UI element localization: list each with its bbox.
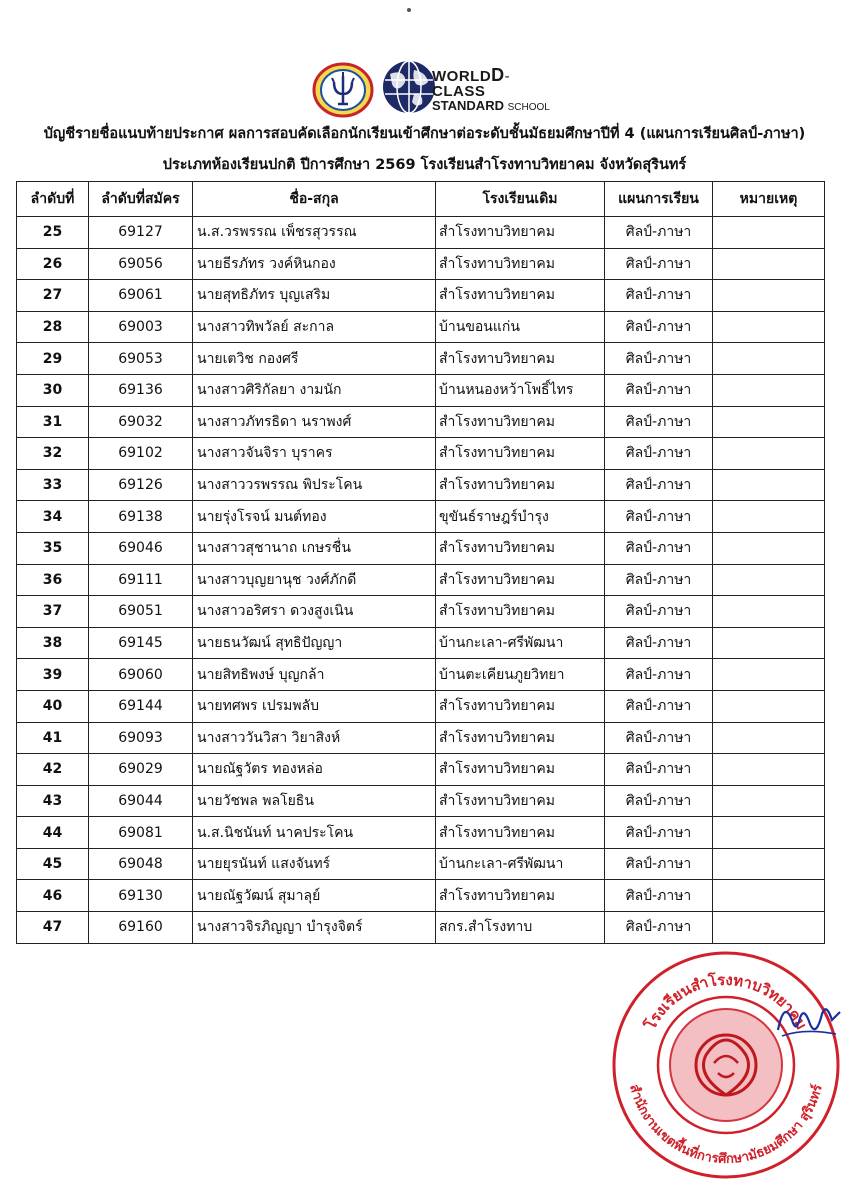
- study-plan-cell: ศิลป์-ภาษา: [605, 880, 713, 912]
- study-plan-cell: ศิลป์-ภาษา: [605, 217, 713, 249]
- order-cell: 30: [17, 374, 89, 406]
- order-cell: 43: [17, 785, 89, 817]
- previous-school-cell: สำโรงทาบวิทยาคม: [436, 217, 605, 249]
- order-cell: 44: [17, 817, 89, 849]
- application-no-cell: 69003: [89, 311, 193, 343]
- study-plan-cell: ศิลป์-ภาษา: [605, 596, 713, 628]
- full-name-cell: นางสาววรพรรณ พิประโคน: [193, 469, 436, 501]
- full-name-cell: นายวัชพล พลโยธิน: [193, 785, 436, 817]
- wordmark-world: WORLD: [432, 68, 492, 85]
- stamp-top-text: โรงเรียนสำโรงทาบวิทยาคม: [641, 970, 811, 1033]
- table-row: [17, 817, 825, 849]
- previous-school-cell: สำโรงทาบวิทยาคม: [436, 817, 605, 849]
- table-row: [17, 501, 825, 533]
- application-no-cell: 69160: [89, 912, 193, 944]
- remarks-cell: [713, 817, 825, 849]
- application-no-cell: 69102: [89, 438, 193, 470]
- order-cell: 34: [17, 501, 89, 533]
- wordmark-standard: STANDARD: [432, 98, 504, 113]
- application-no-cell: 69056: [89, 248, 193, 280]
- order-cell: 46: [17, 880, 89, 912]
- study-plan-cell: ศิลป์-ภาษา: [605, 280, 713, 312]
- school-seal-icon: [312, 62, 374, 118]
- application-no-cell: 69138: [89, 501, 193, 533]
- previous-school-cell: สำโรงทาบวิทยาคม: [436, 754, 605, 786]
- remarks-cell: [713, 912, 825, 944]
- header-previous-school: โรงเรียนเดิม: [436, 182, 605, 217]
- table-row: [17, 564, 825, 596]
- study-plan-cell: ศิลป์-ภาษา: [605, 627, 713, 659]
- full-name-cell: นายเตวิช กองศรี: [193, 343, 436, 375]
- remarks-cell: [713, 690, 825, 722]
- previous-school-cell: สำโรงทาบวิทยาคม: [436, 785, 605, 817]
- remarks-cell: [713, 722, 825, 754]
- study-plan-cell: ศิลป์-ภาษา: [605, 722, 713, 754]
- study-plan-cell: ศิลป์-ภาษา: [605, 659, 713, 691]
- order-cell: 25: [17, 217, 89, 249]
- order-cell: 42: [17, 754, 89, 786]
- table-row: [17, 374, 825, 406]
- header-study-plan: แผนการเรียน: [605, 182, 713, 217]
- previous-school-cell: สำโรงทาบวิทยาคม: [436, 248, 605, 280]
- application-no-cell: 69048: [89, 848, 193, 880]
- remarks-cell: [713, 406, 825, 438]
- remarks-cell: [713, 848, 825, 880]
- table-row: [17, 596, 825, 628]
- remarks-cell: [713, 532, 825, 564]
- application-no-cell: 69093: [89, 722, 193, 754]
- application-no-cell: 69111: [89, 564, 193, 596]
- previous-school-cell: ขุขันธ์ราษฎร์บำรุง: [436, 501, 605, 533]
- application-no-cell: 69061: [89, 280, 193, 312]
- application-no-cell: 69144: [89, 690, 193, 722]
- study-plan-cell: ศิลป์-ภาษา: [605, 564, 713, 596]
- study-plan-cell: ศิลป์-ภาษา: [605, 406, 713, 438]
- full-name-cell: นางสาวทิพวัลย์ สะกาล: [193, 311, 436, 343]
- remarks-cell: [713, 248, 825, 280]
- table-row: [17, 532, 825, 564]
- scan-speck: [407, 8, 411, 12]
- order-cell: 39: [17, 659, 89, 691]
- stamp-bottom-text: สำนักงานเขตพื้นที่การศึกษามัธยมศึกษา สุรินทร์: [626, 1082, 826, 1168]
- previous-school-cell: สำโรงทาบวิทยาคม: [436, 564, 605, 596]
- header-logos: [300, 58, 560, 122]
- order-cell: 27: [17, 280, 89, 312]
- full-name-cell: นางสาววันวิสา วิยาสิงห์: [193, 722, 436, 754]
- previous-school-cell: บ้านหนองหว้าโพธิ์ไทร: [436, 374, 605, 406]
- application-no-cell: 69029: [89, 754, 193, 786]
- remarks-cell: [713, 627, 825, 659]
- study-plan-cell: ศิลป์-ภาษา: [605, 532, 713, 564]
- remarks-cell: [713, 564, 825, 596]
- table-row: [17, 659, 825, 691]
- remarks-cell: [713, 217, 825, 249]
- remarks-cell: [713, 785, 825, 817]
- application-no-cell: 69051: [89, 596, 193, 628]
- order-cell: 47: [17, 912, 89, 944]
- table-row: [17, 311, 825, 343]
- application-no-cell: 69046: [89, 532, 193, 564]
- order-cell: 37: [17, 596, 89, 628]
- full-name-cell: นายรุ่งโรจน์ มนต์ทอง: [193, 501, 436, 533]
- previous-school-cell: สำโรงทาบวิทยาคม: [436, 438, 605, 470]
- full-name-cell: นายยุรนันท์ แสงจันทร์: [193, 848, 436, 880]
- previous-school-cell: บ้านกะเลา-ศรีพัฒนา: [436, 848, 605, 880]
- study-plan-cell: ศิลป์-ภาษา: [605, 690, 713, 722]
- table-row: [17, 754, 825, 786]
- table-row: [17, 280, 825, 312]
- previous-school-cell: บ้านตะเคียนภูยวิทยา: [436, 659, 605, 691]
- full-name-cell: นางสาวศิริกัลยา งามนัก: [193, 374, 436, 406]
- signature-icon: [770, 990, 845, 1050]
- remarks-cell: [713, 438, 825, 470]
- document-title: บัญชีรายชื่อแนบท้ายประกาศ ผลการสอบคัดเลือกนักเรียนเข้าศึกษาต่อระดับชั้นมัธยมศึกษาปีที่ 4 (แผนการเรียนศิลป์-ภาษา): [43, 126, 806, 142]
- table-header-row: [17, 182, 825, 217]
- table-row: [17, 690, 825, 722]
- remarks-cell: [713, 659, 825, 691]
- previous-school-cell: สำโรงทาบวิทยาคม: [436, 469, 605, 501]
- order-cell: 31: [17, 406, 89, 438]
- remarks-cell: [713, 880, 825, 912]
- wordmark-class: CLASS: [432, 83, 486, 100]
- order-cell: 41: [17, 722, 89, 754]
- full-name-cell: นางสาวจิรภิญญา บำรุงจิตร์: [193, 912, 436, 944]
- full-name-cell: นายธนวัฒน์ สุทธิปัญญา: [193, 627, 436, 659]
- full-name-cell: นางสาวภัทรธิดา นราพงศ์: [193, 406, 436, 438]
- order-cell: 32: [17, 438, 89, 470]
- order-cell: 40: [17, 690, 89, 722]
- header-application-no: ลำดับที่สมัคร: [89, 182, 193, 217]
- table-row: [17, 217, 825, 249]
- full-name-cell: นายสิทธิพงษ์ บุญกล้า: [193, 659, 436, 691]
- table-row: [17, 248, 825, 280]
- order-cell: 28: [17, 311, 89, 343]
- student-list-table: [16, 181, 825, 944]
- application-no-cell: 69032: [89, 406, 193, 438]
- full-name-cell: นางสาวจันจิรา บุราคร: [193, 438, 436, 470]
- header-remarks: หมายเหตุ: [713, 182, 825, 217]
- full-name-cell: นางสาวอริศรา ดวงสูงเนิน: [193, 596, 436, 628]
- previous-school-cell: สำโรงทาบวิทยาคม: [436, 690, 605, 722]
- application-no-cell: 69044: [89, 785, 193, 817]
- table-row: [17, 880, 825, 912]
- table-row: [17, 343, 825, 375]
- full-name-cell: นายสุทธิภัทร บุญเสริม: [193, 280, 436, 312]
- table-row: [17, 848, 825, 880]
- table-body: [17, 217, 825, 944]
- application-no-cell: 69145: [89, 627, 193, 659]
- official-seal-icon: [606, 945, 846, 1185]
- table-row: [17, 722, 825, 754]
- study-plan-cell: ศิลป์-ภาษา: [605, 311, 713, 343]
- table-row: [17, 469, 825, 501]
- remarks-cell: [713, 596, 825, 628]
- application-no-cell: 69081: [89, 817, 193, 849]
- table-row: [17, 627, 825, 659]
- order-cell: 36: [17, 564, 89, 596]
- previous-school-cell: สำโรงทาบวิทยาคม: [436, 532, 605, 564]
- previous-school-cell: สำโรงทาบวิทยาคม: [436, 596, 605, 628]
- table-row: [17, 438, 825, 470]
- order-cell: 38: [17, 627, 89, 659]
- previous-school-cell: สำโรงทาบวิทยาคม: [436, 880, 605, 912]
- study-plan-cell: ศิลป์-ภาษา: [605, 343, 713, 375]
- study-plan-cell: ศิลป์-ภาษา: [605, 248, 713, 280]
- application-no-cell: 69130: [89, 880, 193, 912]
- full-name-cell: นางสาวสุชานาถ เกษรชื่น: [193, 532, 436, 564]
- study-plan-cell: ศิลป์-ภาษา: [605, 848, 713, 880]
- previous-school-cell: บ้านขอนแก่น: [436, 311, 605, 343]
- remarks-cell: [713, 754, 825, 786]
- header-order: ลำดับที่: [17, 182, 89, 217]
- remarks-cell: [713, 374, 825, 406]
- remarks-cell: [713, 501, 825, 533]
- study-plan-cell: ศิลป์-ภาษา: [605, 374, 713, 406]
- application-no-cell: 69136: [89, 374, 193, 406]
- full-name-cell: นางสาวบุญยานุช วงศ์ภักดี: [193, 564, 436, 596]
- full-name-cell: นายธีรภัทร วงค์หินกอง: [193, 248, 436, 280]
- order-cell: 26: [17, 248, 89, 280]
- wordmark-school: SCHOOL: [507, 102, 550, 113]
- study-plan-cell: ศิลป์-ภาษา: [605, 817, 713, 849]
- full-name-cell: น.ส.นิชนันท์ นาคประโคน: [193, 817, 436, 849]
- globe-icon: [380, 58, 438, 116]
- full-name-cell: นายณัฐวัตร ทองหล่อ: [193, 754, 436, 786]
- table-row: [17, 406, 825, 438]
- header-full-name: ชื่อ-สกุล: [193, 182, 436, 217]
- full-name-cell: น.ส.วรพรรณ เพ็ชรสุวรรณ: [193, 217, 436, 249]
- application-no-cell: 69060: [89, 659, 193, 691]
- study-plan-cell: ศิลป์-ภาษา: [605, 912, 713, 944]
- table-row: [17, 785, 825, 817]
- application-no-cell: 69053: [89, 343, 193, 375]
- remarks-cell: [713, 311, 825, 343]
- previous-school-cell: สำโรงทาบวิทยาคม: [436, 343, 605, 375]
- study-plan-cell: ศิลป์-ภาษา: [605, 438, 713, 470]
- order-cell: 35: [17, 532, 89, 564]
- application-no-cell: 69127: [89, 217, 193, 249]
- table-row: [17, 912, 825, 944]
- order-cell: 45: [17, 848, 89, 880]
- study-plan-cell: ศิลป์-ภาษา: [605, 754, 713, 786]
- order-cell: 33: [17, 469, 89, 501]
- remarks-cell: [713, 469, 825, 501]
- previous-school-cell: สกร.สำโรงทาบ: [436, 912, 605, 944]
- remarks-cell: [713, 280, 825, 312]
- study-plan-cell: ศิลป์-ภาษา: [605, 501, 713, 533]
- full-name-cell: นายณัฐวัฒน์ สุมาลุย์: [193, 880, 436, 912]
- application-no-cell: 69126: [89, 469, 193, 501]
- full-name-cell: นายทศพร เปรมพลับ: [193, 690, 436, 722]
- study-plan-cell: ศิลป์-ภาษา: [605, 469, 713, 501]
- previous-school-cell: สำโรงทาบวิทยาคม: [436, 406, 605, 438]
- previous-school-cell: สำโรงทาบวิทยาคม: [436, 280, 605, 312]
- world-class-wordmark: WORLDD-CLASS STANDARD SCHOOL: [432, 65, 550, 113]
- document-subtitle: ประเภทห้องเรียนปกติ ปีการศึกษา 2569 โรงเรียนสำโรงทาบวิทยาคม จังหวัดสุรินทร์: [162, 157, 687, 173]
- remarks-cell: [713, 343, 825, 375]
- previous-school-cell: บ้านกะเลา-ศรีพัฒนา: [436, 627, 605, 659]
- order-cell: 29: [17, 343, 89, 375]
- previous-school-cell: สำโรงทาบวิทยาคม: [436, 722, 605, 754]
- study-plan-cell: ศิลป์-ภาษา: [605, 785, 713, 817]
